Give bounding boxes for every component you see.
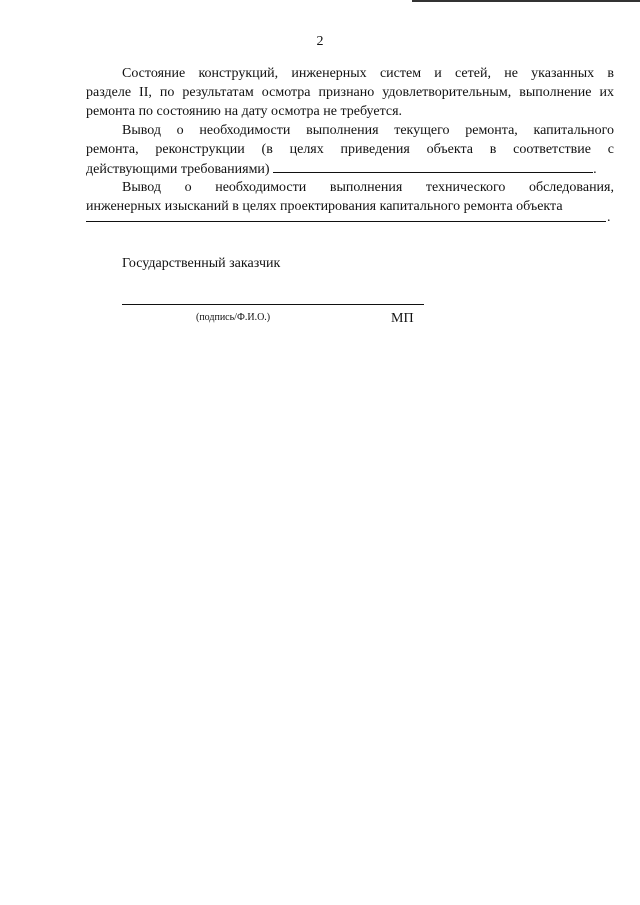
- paragraph2-line3: [86, 159, 614, 179]
- paragraph-repair-conclusion: [86, 121, 614, 179]
- top-border-line: [412, 0, 640, 2]
- repair-conclusion-blank: [273, 159, 593, 173]
- paragraph3-line2: инженерных изысканий в целях проектирования капитального ремонта объекта: [86, 199, 563, 214]
- stamp-label: МП: [391, 311, 414, 326]
- signer-title: Государственный заказчик: [122, 256, 281, 271]
- paragraph3-line1: Вывод о необходимости выполнения технического обследования,: [122, 180, 614, 195]
- paragraph-survey-conclusion: [86, 178, 614, 216]
- paragraph2-line3-text: действующими требованиями): [86, 162, 270, 177]
- paragraph1-line2: разделе II, по результатам осмотра признано удовлетворительным, выполнение их: [86, 85, 614, 100]
- signature-line: [122, 304, 424, 305]
- paragraph2-line1: Вывод о необходимости выполнения текущего ремонта, капитального: [122, 123, 614, 138]
- paragraph1-line1: Состояние конструкций, инженерных систем и сетей, не указанных в: [122, 66, 614, 81]
- paragraph-construction-state: [86, 64, 614, 121]
- paragraph1-line3: ремонта по состоянию на дату осмотра не требуется.: [86, 104, 403, 119]
- paragraph3-end-mark: .: [607, 210, 611, 225]
- paragraph2-end-mark: .: [593, 162, 597, 177]
- page-number: 2: [316, 34, 324, 49]
- paragraph2-line2: ремонта, реконструкции (в целях приведения объекта в соответствие с: [86, 142, 614, 157]
- survey-conclusion-blank: [86, 221, 606, 222]
- signature-caption: (подпись/Ф.И.О.): [196, 312, 271, 323]
